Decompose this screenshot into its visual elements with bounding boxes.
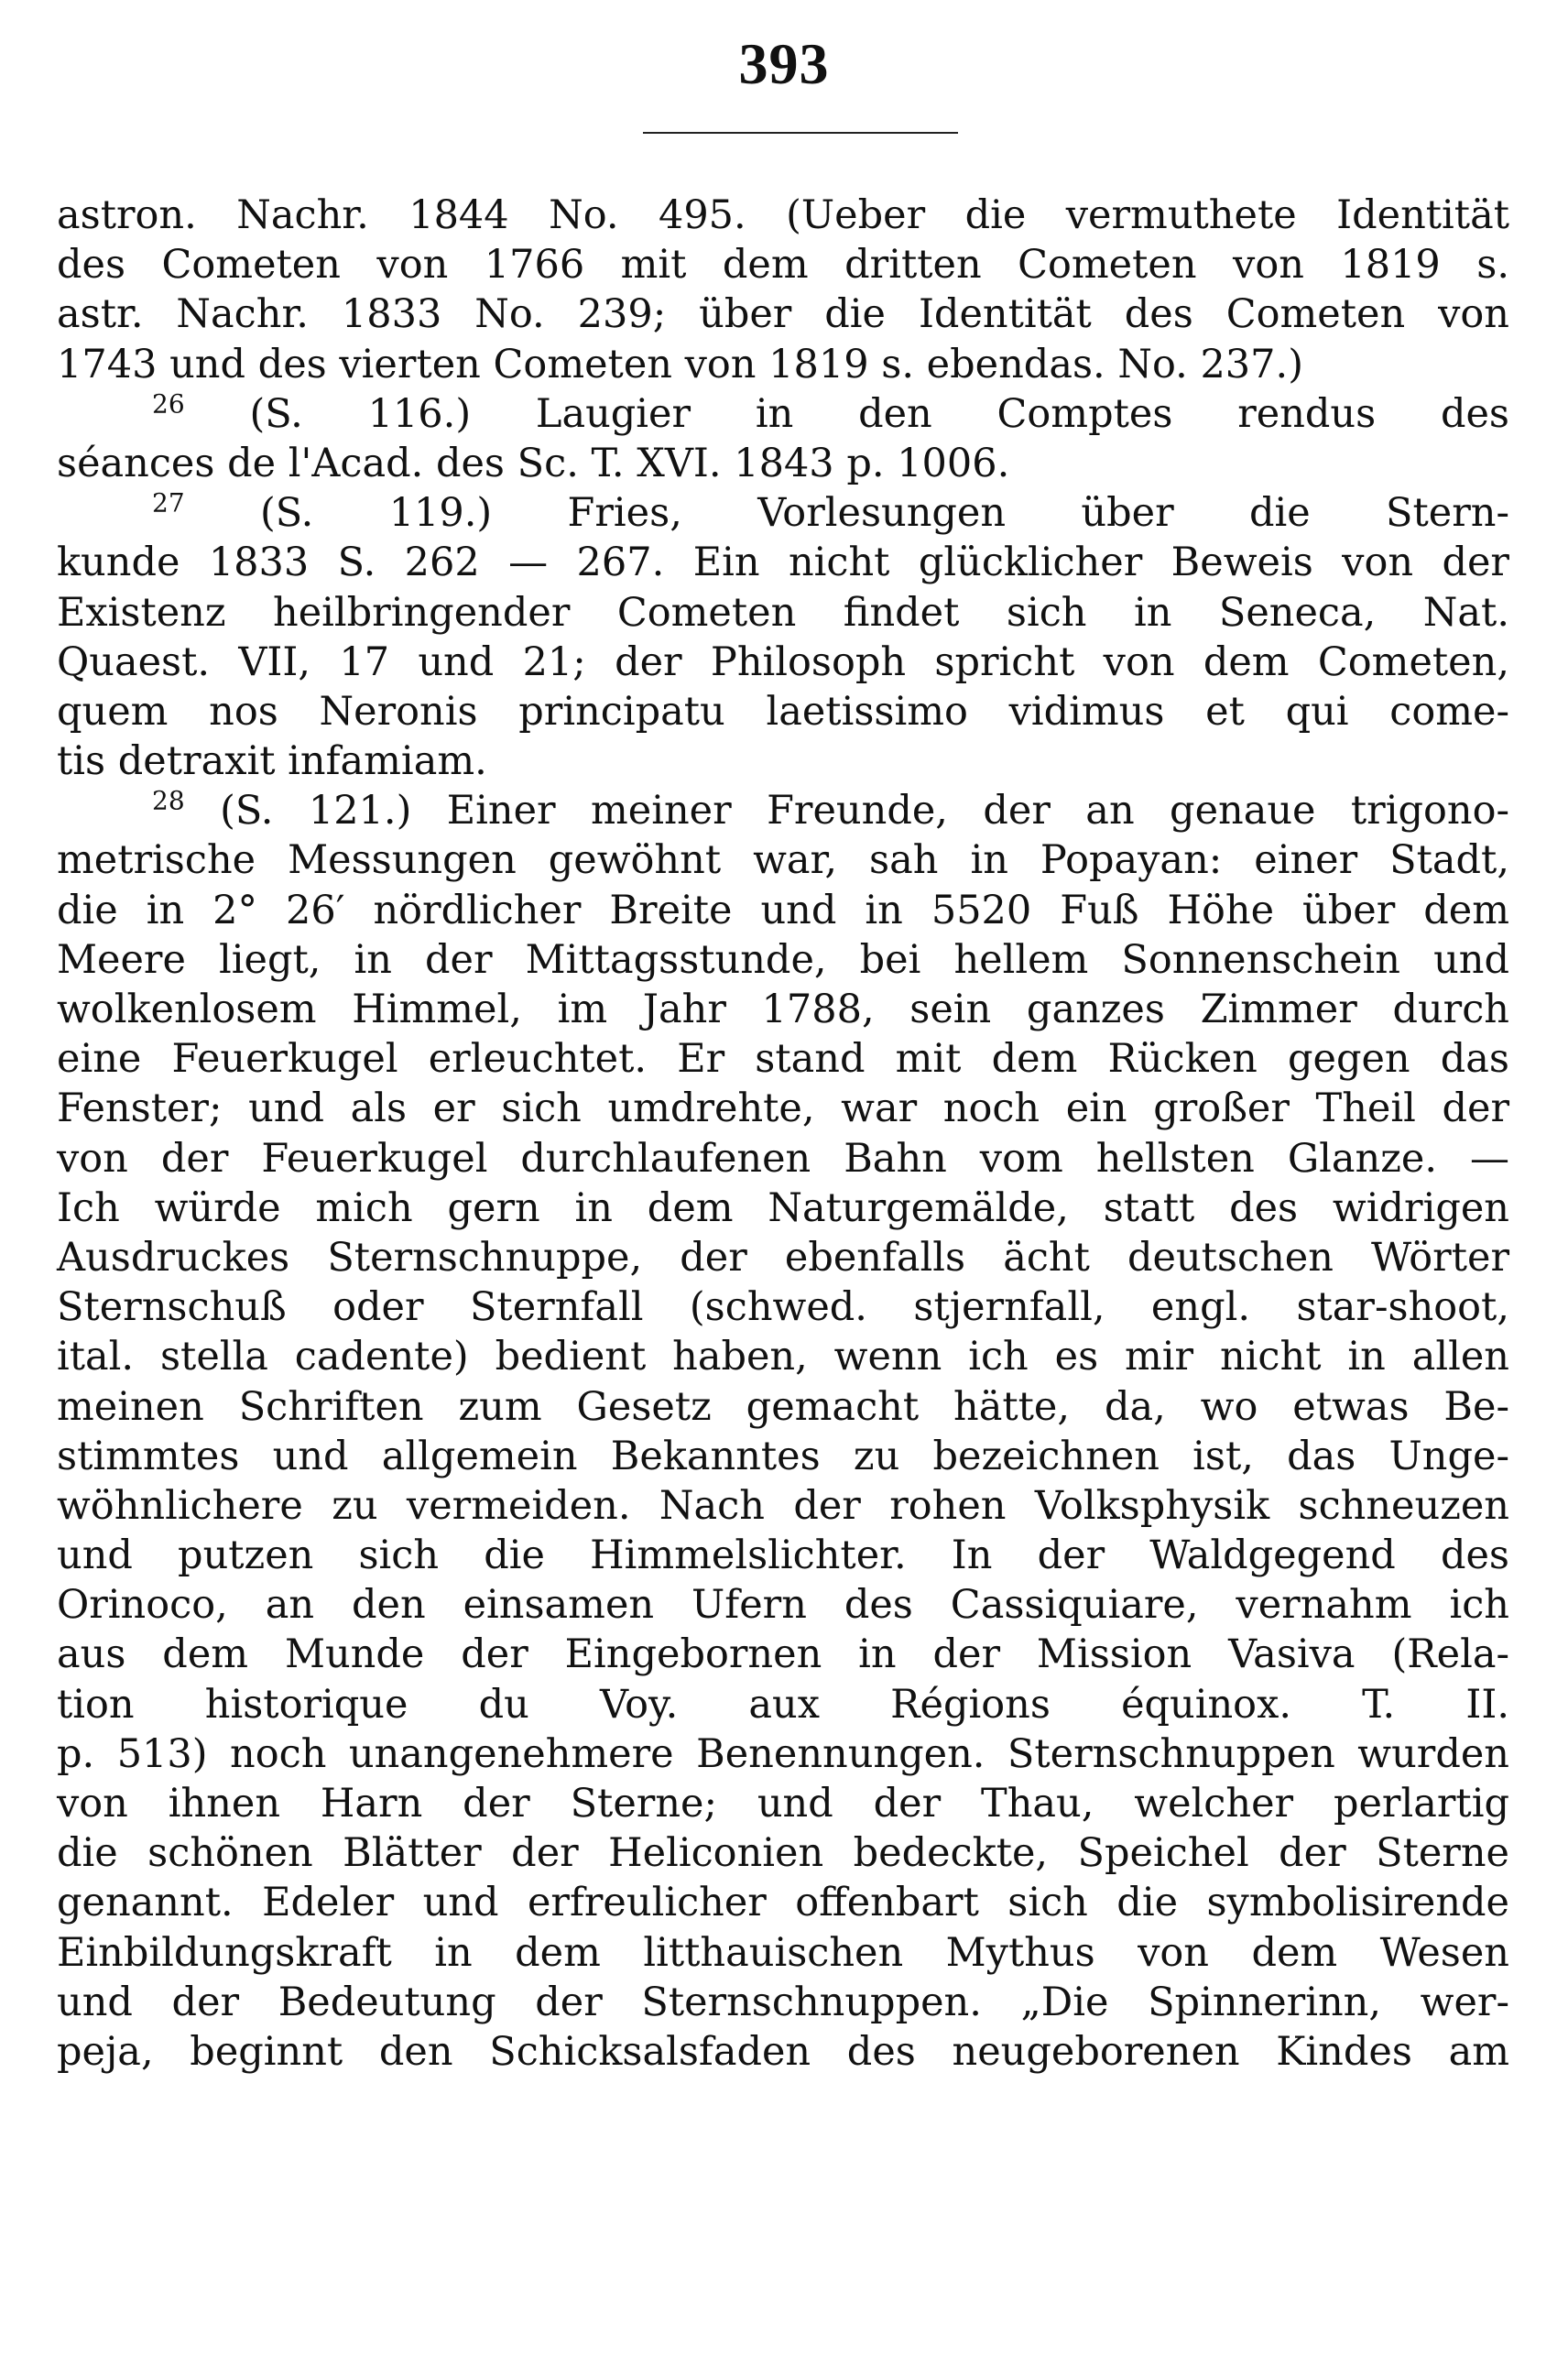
text-line [57, 638, 1509, 687]
text-line [57, 340, 1509, 389]
line-text: tis detraxit infamiam. [57, 738, 487, 785]
text-line [57, 488, 1509, 538]
text-line [57, 588, 1509, 638]
line-text: eine Feuerkugel erleuchtet. Er stand mit dem Rücken gegen das [57, 1036, 1509, 1083]
line-text: von ihnen Harn der Sterne; und der Thau, welcher perlartig [57, 1781, 1509, 1827]
text-line [57, 1978, 1509, 2027]
text-line [57, 736, 1509, 786]
line-text: wolkenlosem Himmel, im Jahr 1788, sein ganzes Zimmer durch [57, 987, 1509, 1032]
line-text: genannt. Edeler und erfreulicher offenbart sich die symbolisirende [57, 1880, 1509, 1926]
line-text: die in 2° 26′ nördlicher Breite und in 5520 Fuß Höhe über dem [57, 887, 1509, 933]
text-line [57, 1382, 1509, 1432]
line-text: kunde 1833 S. 262 — 267. Ein nicht glücklicher Beweis von der [57, 540, 1509, 586]
text-line [57, 786, 1509, 835]
text-line [57, 1034, 1509, 1084]
text-line [57, 1332, 1509, 1381]
line-text: astr. Nachr. 1833 No. 239; über die Identität des Cometen von [57, 291, 1509, 338]
line-text: (S. 121.) Einer meiner Freunde, der an genaue trigono- [220, 788, 1510, 834]
line-text: und putzen sich die Himmelslichter. In der Waldgegend des [57, 1532, 1509, 1579]
line-text: von der Feuerkugel durchlaufenen Bahn vom hellsten Glanze. — [57, 1135, 1509, 1182]
line-text: ital. stella cadente) bedient haben, wenn ich es mir nicht in allen [57, 1334, 1509, 1380]
line-text: des Cometen von 1766 mit dem dritten Cometen von 1819 s. [57, 242, 1509, 289]
text-line [57, 389, 1509, 439]
line-text: meinen Schriften zum Gesetz gemacht hätte, da, wo etwas Be- [57, 1383, 1509, 1430]
line-text: tion historique du Voy. aux Régions équinox. T. II. [57, 1681, 1509, 1728]
line-text: die schönen Blätter der Heliconien bedeckte, Speichel der Sterne [57, 1830, 1509, 1877]
line-text: Sternschuß oder Sternfall (schwed. stjernfall, engl. star-shoot, [57, 1284, 1509, 1331]
text-line [57, 1729, 1509, 1779]
text-line [57, 1878, 1509, 1927]
line-text: wöhnlichere zu vermeiden. Nach der rohen Volksphysik schneuzen [57, 1482, 1509, 1529]
footnote-number: 27 [152, 487, 185, 518]
text-line [57, 1432, 1509, 1481]
header-rule [643, 132, 958, 134]
text-line [57, 1233, 1509, 1282]
footnote-text-block [57, 191, 1509, 2077]
text-line [57, 439, 1509, 488]
line-text: séances de l'Acad. des Sc. T. XVI. 1843 p. 1006. [57, 440, 1010, 486]
text-line [57, 289, 1509, 339]
line-text: metrische Messungen gewöhnt war, sah in Popayan: einer Stadt, [57, 837, 1509, 884]
line-text: p. 513) noch unangenehmere Benennungen. Sternschnuppen wurden [57, 1730, 1509, 1777]
line-text: Existenz heilbringender Cometen findet sich in Seneca, Nat. [57, 589, 1509, 636]
line-text: Orinoco, an den einsamen Ufern des Cassiquiare, vernahm ich [57, 1582, 1509, 1629]
line-text: Ich würde mich gern in dem Naturgemälde, statt des widrigen [57, 1184, 1509, 1231]
text-line [57, 1183, 1509, 1233]
text-line [57, 1282, 1509, 1332]
line-text: Einbildungskraft in dem litthauischen Mythus von dem Wesen [57, 1929, 1509, 1976]
text-line [57, 687, 1509, 736]
line-text: astron. Nachr. 1844 No. 495. (Ueber die vermuthete Identität [57, 192, 1509, 238]
line-text: Ausdruckes Sternschnuppe, der ebenfalls ächt deutschen Wörter [57, 1234, 1509, 1281]
page-number: 393 [738, 31, 830, 96]
text-line [57, 1134, 1509, 1183]
line-text: (S. 116.) Laugier in den Comptes rendus des [249, 390, 1509, 437]
text-line [57, 538, 1509, 587]
text-line [57, 985, 1509, 1034]
line-text: quem nos Neronis principatu laetissimo vidimus et qui come- [57, 688, 1509, 735]
text-line [57, 191, 1509, 240]
text-line [57, 1680, 1509, 1729]
text-line [57, 1481, 1509, 1531]
line-text: Fenster; und als er sich umdrehte, war noch ein großer Theil der [57, 1085, 1509, 1132]
footnote-number: 26 [152, 388, 185, 420]
text-line [57, 835, 1509, 885]
text-line [57, 240, 1509, 289]
text-line [57, 886, 1509, 935]
line-text: Quaest. VII, 17 und 21; der Philosoph spricht von dem Cometen, [57, 638, 1509, 685]
line-text: Meere liegt, in der Mittagsstunde, bei hellem Sonnenschein und [57, 936, 1509, 983]
text-line [57, 2027, 1509, 2077]
footnote-number: 28 [152, 785, 185, 816]
line-text: stimmtes und allgemein Bekanntes zu bezeichnen ist, das Unge- [57, 1433, 1509, 1479]
text-line [57, 1580, 1509, 1630]
text-line [57, 1531, 1509, 1580]
line-text: peja, beginnt den Schicksalsfaden des neugeborenen Kindes am [57, 2028, 1509, 2075]
line-text: und der Bedeutung der Sternschnuppen. „Die Spinnerinn, wer- [57, 1979, 1509, 2025]
line-text: 1743 und des vierten Cometen von 1819 s. ebendas. No. 237.) [57, 341, 1303, 387]
text-line [57, 1084, 1509, 1133]
line-text: (S. 119.) Fries, Vorlesungen über die Stern- [259, 490, 1509, 537]
text-line [57, 935, 1509, 985]
text-line [57, 1928, 1509, 1978]
text-line [57, 1630, 1509, 1679]
text-line [57, 1828, 1509, 1878]
line-text: aus dem Munde der Eingebornen in der Mission Vasiva (Rela- [57, 1631, 1509, 1678]
text-line [57, 1779, 1509, 1828]
